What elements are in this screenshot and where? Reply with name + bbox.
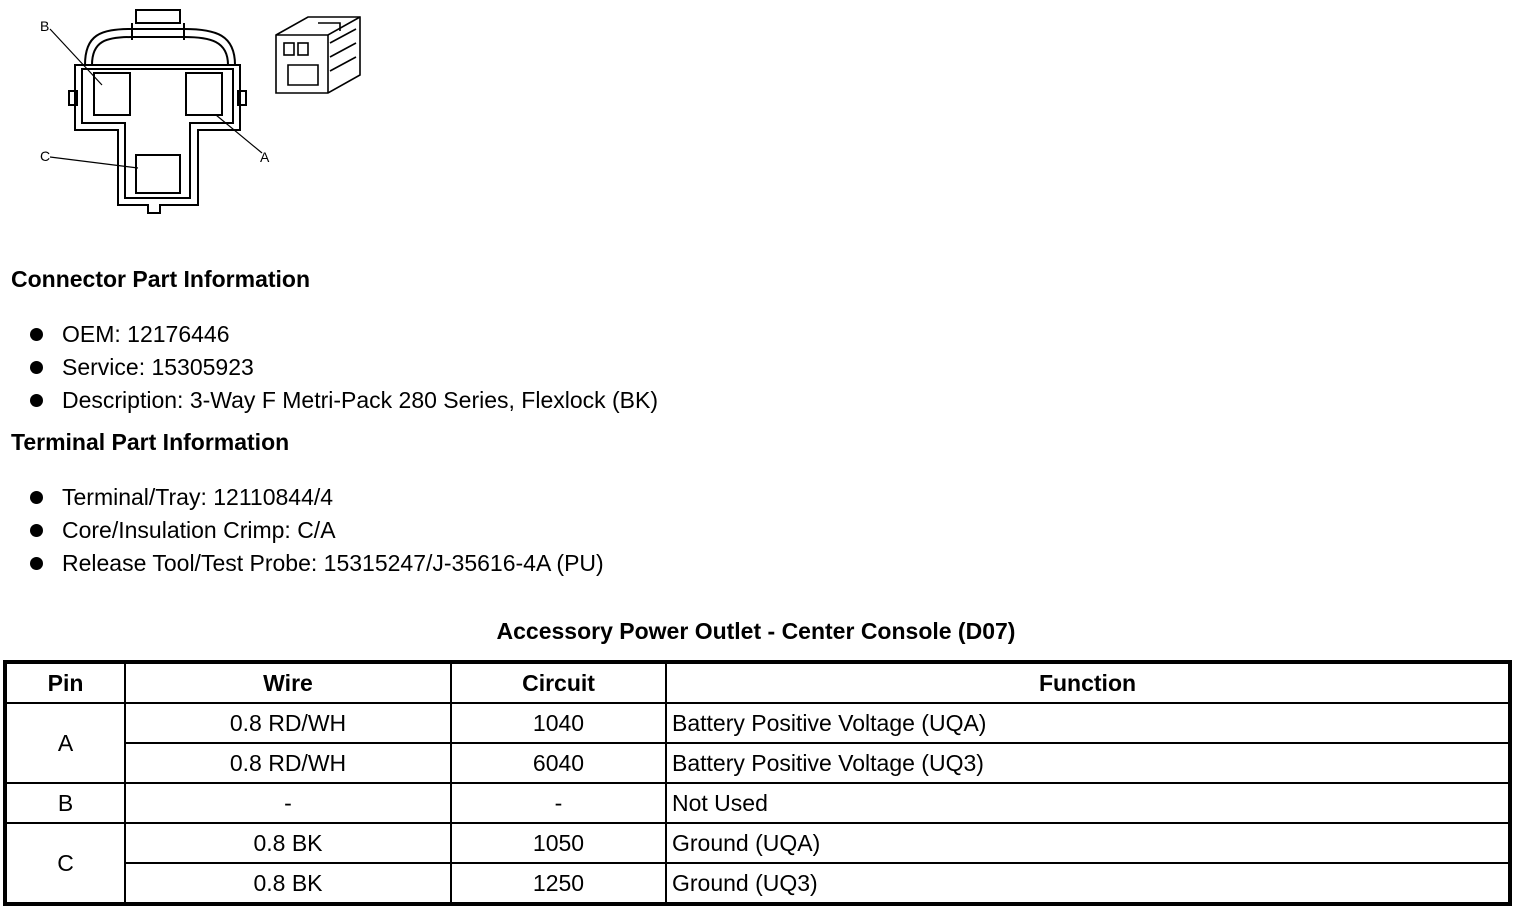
- terminal-part-info-list: [28, 481, 604, 580]
- pin-a-label: A: [260, 149, 270, 165]
- pinout-table-title: Accessory Power Outlet - Center Console (D07): [496, 618, 1016, 644]
- table-row: [6, 703, 1509, 743]
- terminal-part-info-heading: Terminal Part Information: [11, 429, 290, 455]
- bullet-icon: [30, 491, 43, 504]
- crimp-value: Core/Insulation Crimp: C/A: [62, 517, 336, 543]
- list-item: [28, 514, 604, 547]
- pinout-table: [5, 662, 1510, 904]
- circuit-cell: 1040: [451, 703, 666, 743]
- circuit-cell: 1050: [451, 823, 666, 863]
- bullet-icon: [30, 328, 43, 341]
- bullet-icon: [30, 524, 43, 537]
- connector-part-info-heading: Connector Part Information: [11, 266, 311, 292]
- table-row: [6, 743, 1509, 783]
- list-item: [28, 351, 658, 384]
- oem-value: OEM: 12176446: [62, 321, 230, 347]
- header-wire: Wire: [125, 663, 451, 703]
- pin-c-label: C: [40, 148, 51, 164]
- pin-b-label: B: [40, 18, 50, 34]
- connector-isometric-image: [268, 5, 368, 100]
- wire-cell: -: [125, 783, 451, 823]
- function-cell: Ground (UQ3): [666, 863, 1509, 903]
- wire-cell: 0.8 BK: [125, 863, 451, 903]
- header-circuit: Circuit: [451, 663, 666, 703]
- pin-cell: B: [6, 783, 125, 823]
- pin-cell: C: [6, 823, 125, 903]
- terminal-tray-value: Terminal/Tray: 12110844/4: [62, 484, 334, 510]
- function-cell: Battery Positive Voltage (UQA): [666, 703, 1509, 743]
- wire-cell: 0.8 RD/WH: [125, 743, 451, 783]
- function-cell: Battery Positive Voltage (UQ3): [666, 743, 1509, 783]
- table-row: [6, 863, 1509, 903]
- function-cell: Ground (UQA): [666, 823, 1509, 863]
- header-function: Function: [666, 663, 1509, 703]
- list-item: [28, 547, 604, 580]
- list-item: [28, 481, 604, 514]
- table-row: [6, 783, 1509, 823]
- wire-cell: 0.8 RD/WH: [125, 703, 451, 743]
- table-row: [6, 823, 1509, 863]
- bullet-icon: [30, 557, 43, 570]
- description-value: Description: 3-Way F Metri-Pack 280 Series, Flexlock (BK): [62, 387, 659, 413]
- connector-part-info-list: [28, 318, 658, 417]
- header-pin: Pin: [6, 663, 125, 703]
- circuit-cell: 6040: [451, 743, 666, 783]
- bullet-icon: [30, 361, 43, 374]
- wire-cell: 0.8 BK: [125, 823, 451, 863]
- table-header-row: [6, 663, 1509, 703]
- service-value: Service: 15305923: [62, 354, 254, 380]
- circuit-cell: 1250: [451, 863, 666, 903]
- list-item: [28, 384, 658, 417]
- circuit-cell: -: [451, 783, 666, 823]
- list-item: [28, 318, 658, 351]
- release-tool-value: Release Tool/Test Probe: 15315247/J-35616-4A (PU): [62, 550, 604, 576]
- bullet-icon: [30, 394, 43, 407]
- pin-cell: A: [6, 703, 125, 783]
- connector-face-diagram: [30, 5, 280, 220]
- function-cell: Not Used: [666, 783, 1509, 823]
